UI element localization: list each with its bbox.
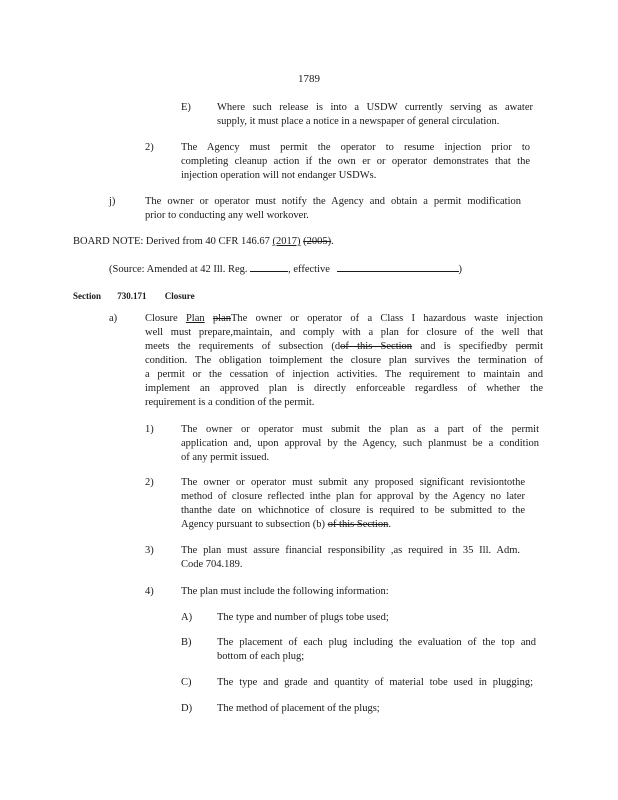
board-note-deleted-year: (2005) — [303, 236, 332, 247]
effective-date-blank — [337, 262, 459, 272]
subitem-C-label: C) — [181, 677, 192, 688]
item-4-text: The plan must include the following information: — [181, 586, 389, 597]
subitem-E-text: Where such release is into a USDW currently serving as awater supply, it must place a notice in a newspaper of general circulation. — [217, 102, 533, 127]
section-heading: Section 730.171 Closure — [73, 291, 195, 301]
subitem-D-label: D) — [181, 703, 193, 714]
subitem-D-text: The method of placement of the plugs; — [217, 703, 380, 714]
item-a-text: Closure Plan planThe owner or operator of a Class I hazardous waste injection well must prepare,maintain, and comply with a plan for closure of the well that meets the requirements of subsection (dof this Section and is specifiedby permit condition. The obligation toimplement the closure plan survives the termination of a permit or the cessation of injection activities. The requirement to maintain and implement an approved plan is directly enforceable regardless of whether the requirement is a condition of the permit. — [145, 313, 544, 408]
item-j-label: j) — [109, 196, 116, 207]
source-note: (Source: Amended at 42 Ill. Reg. , effective ) — [109, 264, 463, 275]
item-a-label: a) — [109, 313, 118, 324]
subitem-A-text: The type and number of plugs tobe used; — [217, 612, 389, 623]
register-blank — [250, 262, 288, 272]
item-1-text: The owner or operator must submit the plan as a part of the permit application and, upon approval by the Agency, such planmust be a condition of any permit issued. — [181, 424, 539, 463]
board-note: BOARD NOTE: Derived from 40 CFR 146.67 (2017) (2005). — [73, 236, 334, 247]
item-2-revision-label: 2) — [145, 477, 154, 488]
item-2-revision-text: The owner or operator must submit any proposed significant revisiontothe method of closure reflected inthe plan for approval by the Agency no later thanthe date on whichnotice of closure is required to be submitted to the Agency pursuant to subsection (b) of this Section. — [181, 477, 525, 530]
subitem-C-text: The type and grade and quantity of material tobe used in plugging; — [217, 677, 533, 688]
item-1-label: 1) — [145, 424, 154, 435]
item-2-label: 2) — [145, 142, 154, 153]
board-note-inserted-year: (2017) — [272, 236, 301, 247]
subitem-A-label: A) — [181, 612, 193, 623]
item-3-text: The plan must assure financial responsibility ,as required in 35 Ill. Adm. Code 704.189. — [181, 545, 520, 570]
item-2-text: The Agency must permit the operator to resume injection prior to completing cleanup action if the own er or operator demonstrates that the injection operation will not endanger USDWs. — [181, 142, 530, 181]
section-title: Closure — [164, 291, 195, 301]
section-number: 730.171 — [117, 291, 147, 301]
page-number: 1789 — [298, 73, 320, 85]
subitem-E-label: E) — [181, 102, 191, 113]
item-3-label: 3) — [145, 545, 154, 556]
subitem-B-label: B) — [181, 637, 192, 648]
item-4-label: 4) — [145, 586, 154, 597]
item-j-text: The owner or operator must notify the Agency and obtain a permit modification prior to conducting any well workover. — [145, 196, 521, 221]
subitem-B-text: The placement of each plug including the evaluation of the top and bottom of each plug; — [217, 637, 536, 662]
